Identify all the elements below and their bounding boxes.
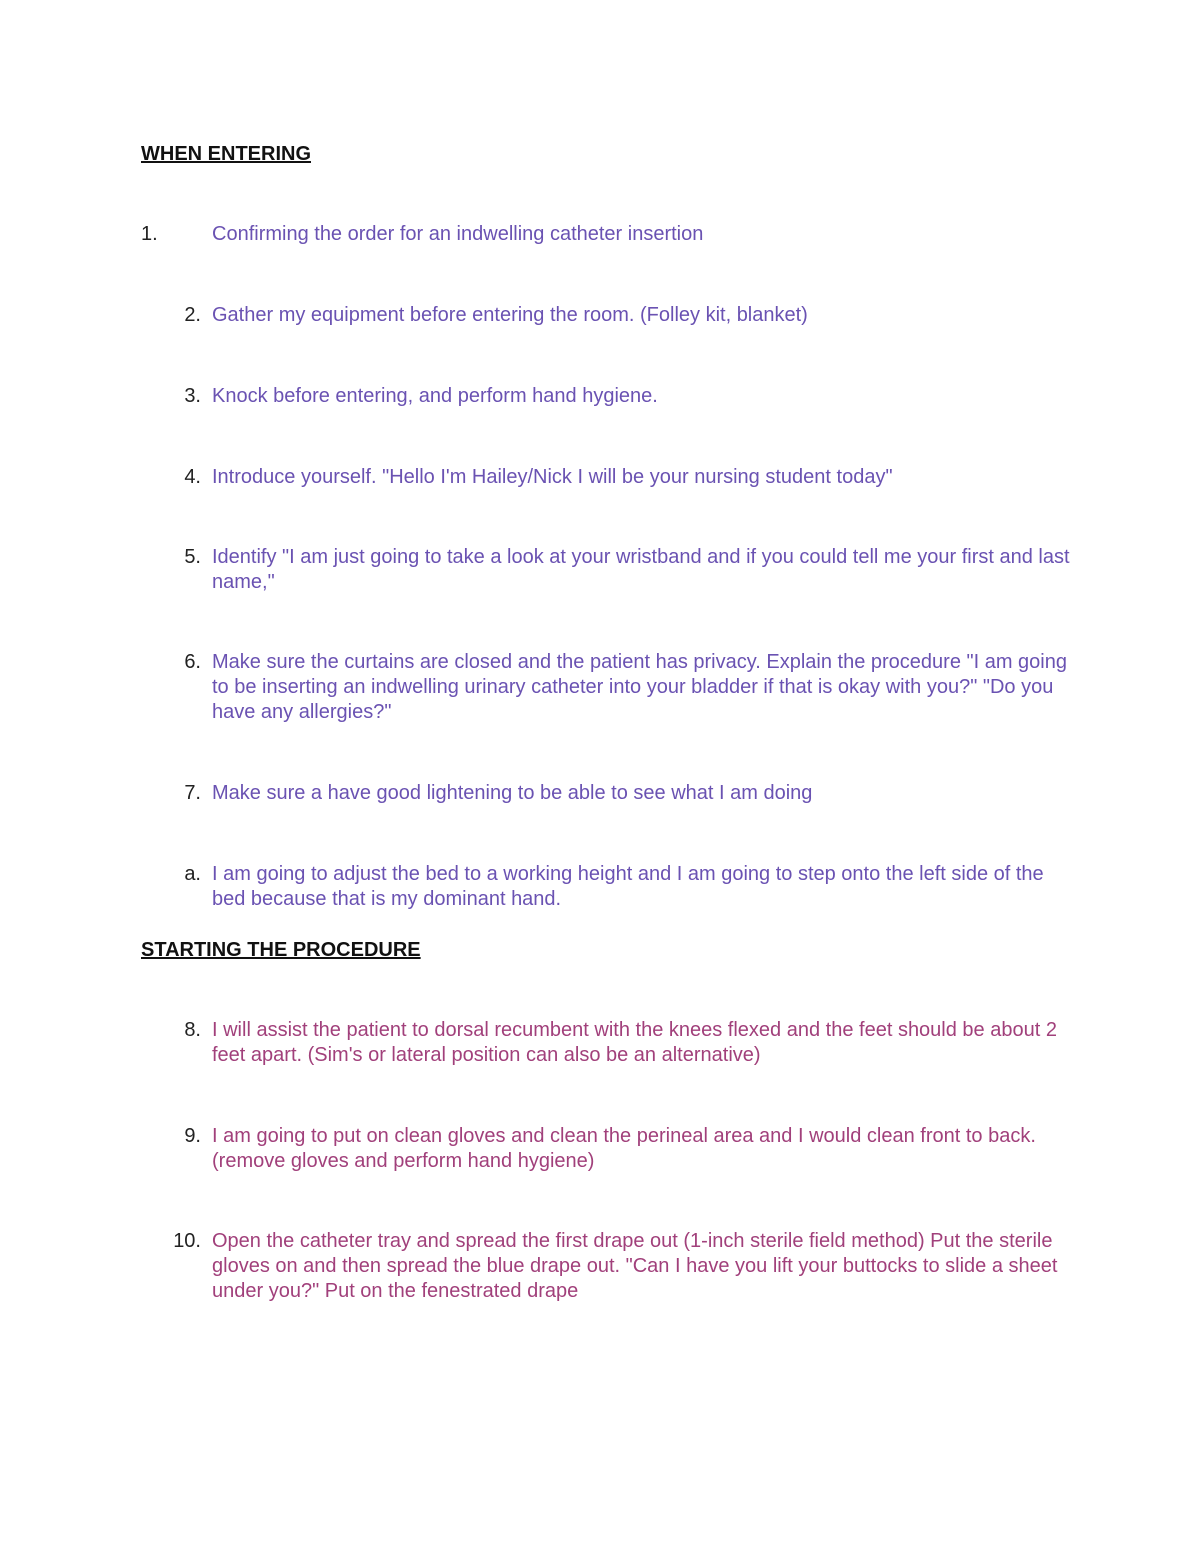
list-item (141, 650, 1071, 725)
list-item (141, 781, 1071, 806)
list-item-text: I am going to put on clean gloves and clean the perineal area and I would clean front to back. (remove gloves and perform hand hygiene) (212, 1125, 1036, 1172)
list-item-text: Knock before entering, and perform hand hygiene. (212, 385, 658, 407)
list-marker: 4. (184, 466, 201, 488)
list-item (141, 545, 1071, 595)
list-item-text: I will assist the patient to dorsal recumbent with the knees flexed and the feet should be about 2 feet apart. (Sim's or lateral position can also be an alternative) (212, 1019, 1057, 1066)
list-item (141, 1018, 1071, 1068)
list-marker: 5. (184, 546, 201, 568)
section-heading-when-entering: WHEN ENTERING (141, 143, 311, 165)
list-item-text: Confirming the order for an indwelling catheter insertion (212, 223, 704, 245)
list-item-text: Identify "I am just going to take a look at your wristband and if you could tell me your first and last name," (212, 546, 1070, 593)
list-item (141, 465, 1071, 490)
list-item-text: Gather my equipment before entering the room. (Folley kit, blanket) (212, 304, 808, 326)
list-item (141, 222, 1071, 247)
list-item (141, 1124, 1071, 1174)
list-marker: 3. (184, 385, 201, 407)
list-marker: 8. (184, 1019, 201, 1041)
list-marker: 6. (184, 651, 201, 673)
list-marker: 9. (184, 1125, 201, 1147)
list-marker: a. (184, 863, 201, 885)
list-marker: 1. (141, 223, 158, 245)
list-item-text: Make sure the curtains are closed and the patient has privacy. Explain the procedure "I am going to be inserting an indwelling urinary catheter into your bladder if that is okay with you?" "Do you have any allergies?" (212, 651, 1067, 723)
list-item-text: I am going to adjust the bed to a working height and I am going to step onto the left side of the bed because that is my dominant hand. (212, 863, 1044, 910)
list-item (141, 1229, 1071, 1304)
section-heading-starting-the-procedure: STARTING THE PROCEDURE (141, 939, 421, 961)
list-item (141, 303, 1071, 328)
list-item (141, 862, 1071, 912)
list-marker: 10. (173, 1230, 201, 1252)
list-item-text: Introduce yourself. "Hello I'm Hailey/Nick I will be your nursing student today" (212, 466, 893, 488)
list-marker: 2. (184, 304, 201, 326)
list-marker: 7. (184, 782, 201, 804)
list-item-text: Open the catheter tray and spread the first drape out (1-inch sterile field method) Put the sterile gloves on and then spread the blue drape out. "Can I have you lift your buttocks to slide a sheet under you?" Put on the fenestrated drape (212, 1230, 1058, 1302)
list-item-text: Make sure a have good lightening to be able to see what I am doing (212, 782, 813, 804)
list-item (141, 384, 1071, 409)
